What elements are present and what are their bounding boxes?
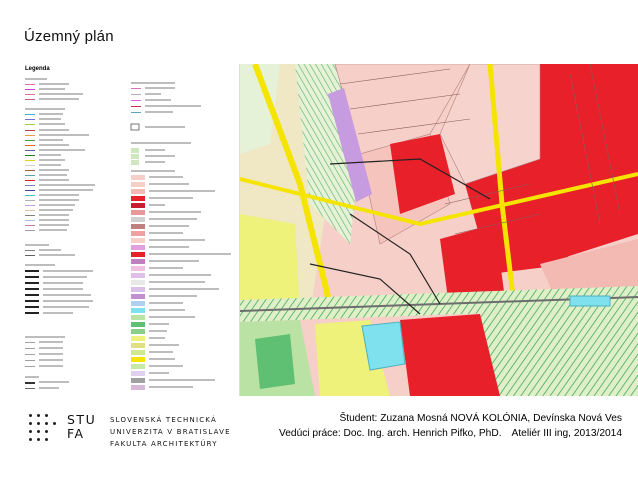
university-name <box>110 414 231 450</box>
plan-map <box>240 64 638 396</box>
plan-legend <box>21 64 240 396</box>
stu-fa-logo-text: STU FA <box>67 412 97 441</box>
stu-logo-dots <box>29 414 63 456</box>
map-drawing <box>240 64 638 396</box>
legend-entries <box>21 64 239 396</box>
slide-title: Územný plán <box>24 28 114 45</box>
studio-text: Ateliér III ing, 2013/2014 <box>511 428 622 439</box>
supervisor-line <box>279 428 622 439</box>
zoning-plan-image <box>21 64 638 396</box>
university-name-line: FAKULTA ARCHITEKTÚRY <box>110 440 218 448</box>
university-name-line: UNIVERZITA V BRATISLAVE <box>110 428 231 436</box>
student-line: Študent: Zuzana Mosná NOVÁ KOLÓNIA, Devínska Nová Ves <box>339 413 622 424</box>
supervisor-text: Vedúci práce: Doc. Ing. arch. Henrich Pifko, PhD. <box>279 428 502 439</box>
legend-title: Legenda <box>25 66 50 72</box>
university-name-line: SLOVENSKÁ TECHNICKÁ <box>110 416 217 424</box>
